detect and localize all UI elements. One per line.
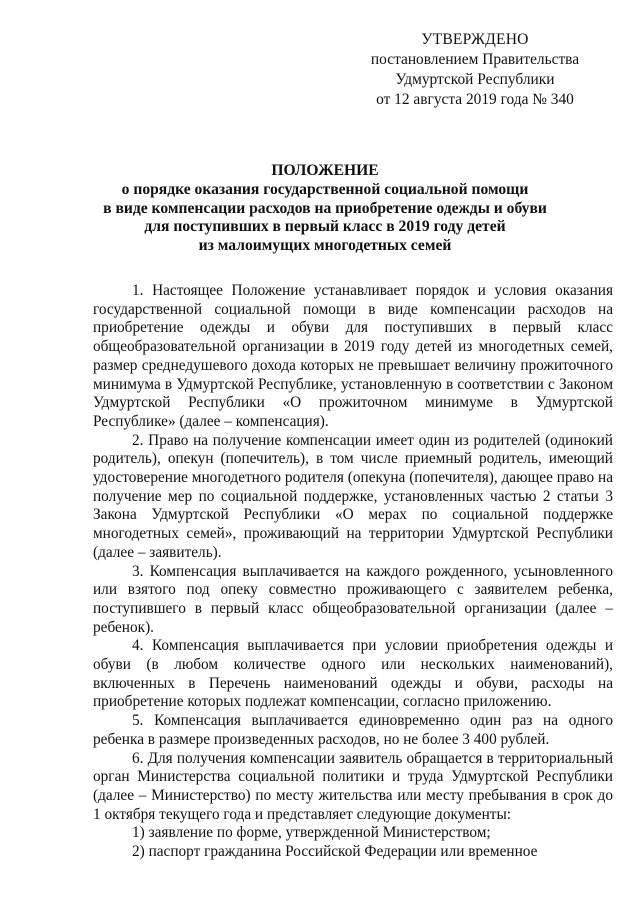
paragraph-3 xyxy=(93,563,613,638)
approval-line-2: Удмуртской Республики xyxy=(395,71,555,88)
document-title xyxy=(60,162,590,256)
title-main: ПОЛОЖЕНИЕ xyxy=(271,162,379,179)
list-item-text: паспорт гражданина Российской Федерации или временное xyxy=(148,843,538,861)
list-item-1 xyxy=(93,824,613,843)
paragraph-text: Для получения компенсации заявитель обращается в территориальный орган Министерства социальной политики и труда Удмуртской Республики (далее – Министерство) по месту жительства или месту пребывания в срок до 1 октября текущего года и представляет следующие документы: xyxy=(93,749,613,823)
approval-line-3: от 12 августа 2019 года № 340 xyxy=(376,91,574,108)
paragraph-text: Настоящее Положение устанавливает порядок и условия оказания государственной социальной помощи в виде компенсации расходов на приобретение одежды и обуви для поступивших в первый класс общеобразовательной организации в 2019 году детей из многодетных семей, размер среднедушевого дохода которых не превышает величину прожиточного минимума в Удмуртской Республике, установленную в соответствии с Законом Удмуртской Республики «О прожиточном минимуме в Удмуртской Республике» (далее – компенсация). xyxy=(93,282,613,430)
list-item-text: заявление по форме, утвержденной Министерством; xyxy=(148,824,491,842)
title-subline: для поступивших в первый класс в 2019 году детей xyxy=(144,218,506,236)
paragraph-1 xyxy=(93,282,613,432)
paragraph-number: 1. xyxy=(132,282,144,299)
paragraph-text: Компенсация выплачивается единовременно один раз на одного ребенка в размере произведенных расходов, но не более 3 400 рублей. xyxy=(93,712,613,748)
paragraph-number: 4. xyxy=(132,637,144,655)
paragraph-4 xyxy=(93,637,613,712)
paragraph-text: Право на получение компенсации имеет один из родителей (одинокий родитель), опекун (попечитель), в том числе приемный родитель, имеющий удостоверение многодетного родителя (опекуна (попечителя), дающее право на получение мер по социальной поддержке, установленных частью 2 статьи 3 Закона Удмуртской Республики «О мерах по социальной поддержке многодетных семей», проживающий на территории Удмуртской Республики (далее – заявитель). xyxy=(93,431,613,561)
title-subline: в виде компенсации расходов на приобретение одежды и обуви xyxy=(103,199,547,217)
document-body xyxy=(93,282,613,862)
paragraph-number: 2. xyxy=(132,431,144,449)
title-subline: из малоимущих многодетных семей xyxy=(198,237,452,255)
list-item-number: 1) xyxy=(132,824,145,842)
title-subline: о порядке оказания государственной социальной помощи xyxy=(121,180,529,198)
paragraph-6 xyxy=(93,750,613,825)
approval-stamp xyxy=(350,30,600,110)
paragraph-text: Компенсация выплачивается при условии приобретения одежды и обуви (в любом количестве одного или нескольких наименований), включенных в Перечень наименований одежды и обуви, расходы на приобретение которых подлежат компенсации, согласно приложению. xyxy=(93,637,614,711)
list-item-2 xyxy=(93,843,613,862)
paragraph-number: 3. xyxy=(132,562,144,580)
paragraph-2 xyxy=(93,432,613,563)
approval-heading: УТВЕРЖДЕНО xyxy=(421,31,529,48)
paragraph-number: 5. xyxy=(132,712,144,730)
paragraph-number: 6. xyxy=(132,749,144,767)
list-item-number: 2) xyxy=(132,843,145,861)
approval-line-1: постановлением Правительства xyxy=(370,51,580,68)
paragraph-text: Компенсация выплачивается на каждого рожденного, усыновленного или взятого под опеку совместно проживающего с заявителем ребенка, поступившего в первый класс общеобразовательной организации (далее – ребенок). xyxy=(93,562,613,636)
paragraph-5 xyxy=(93,712,613,749)
